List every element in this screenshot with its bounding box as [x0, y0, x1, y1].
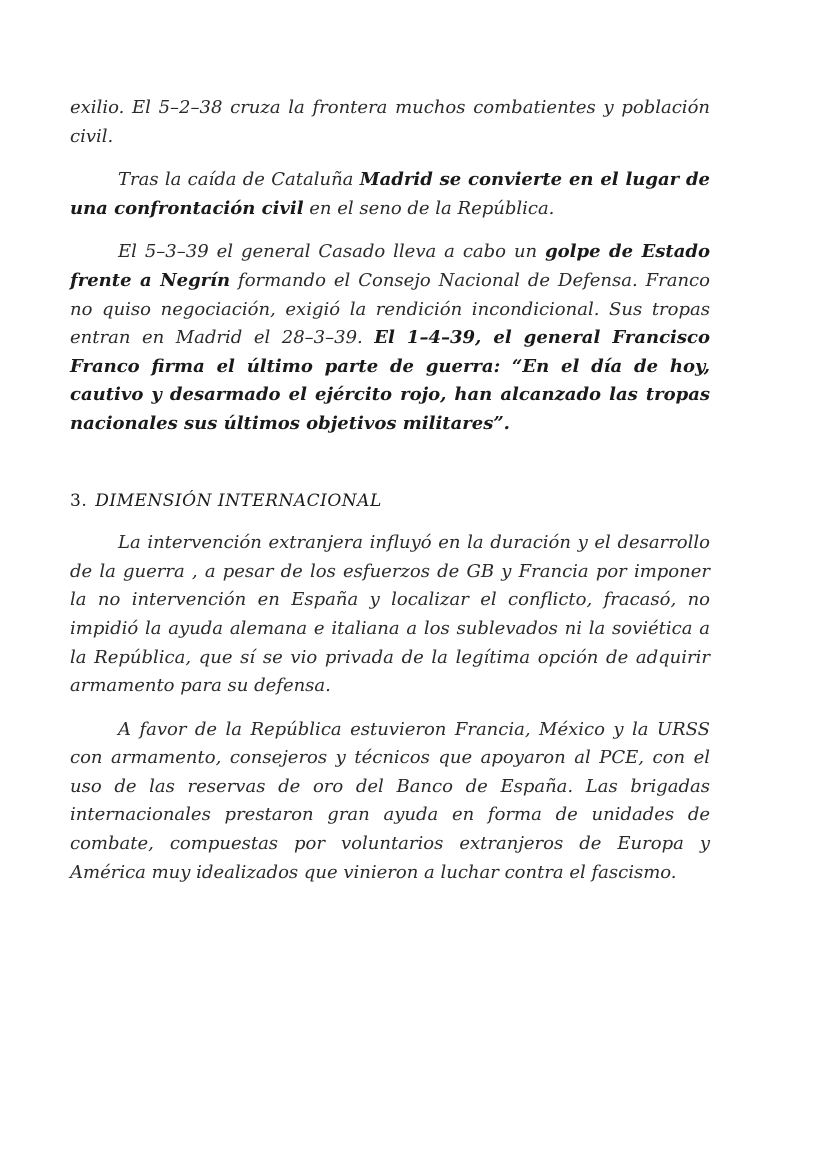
- text-republic-allies: A favor de la República estuvieron Francia, México y la URSS con armamento, consejeros y técnicos que apoyaron al PCE, con el uso de las reservas de oro del Banco de España. Las brigadas internacionales prestaron gran ayuda en forma de unidades de combate, compuestas por voluntarios extranjeros de Europa y América muy idealizados que vinieron a luchar contra el fascismo.: [70, 718, 710, 883]
- section-title: DIMENSIÓN INTERNACIONAL: [95, 490, 382, 511]
- paragraph-foreign-intervention: [70, 529, 710, 701]
- section-heading-international: [70, 487, 710, 516]
- bold-last-war-report: El 1–4–39, el general Francisco Franco firma el último parte de guerra: “En el día de hoy, cautivo y desarmado el ejército rojo, han alcanzado las tropas nacionales sus últimos objetivos militares”.: [70, 327, 710, 434]
- bold-madrid-confrontation: Madrid se convierte en el lugar de una confrontación civil: [70, 169, 710, 219]
- text-defense-council: formando el Consejo Nacional de Defensa. Franco no quiso negociación, exigió la rendición incondicional. Sus tropas entran en Madrid el 28–3–39.: [70, 269, 710, 349]
- paragraph-republic-allies: [70, 716, 710, 888]
- text-foreign-intervention: La intervención extranjera influyó en la duración y el desarrollo de la guerra , a pesar de los esfuerzos de GB y Francia por imponer la no intervención en España y localizar el conflicto, fracasó, no impidió la ayuda alemana e italiana a los sublevados ni la soviética a la República, que sí se vio privada de la legítima opción de adquirir armamento para su defensa.: [70, 532, 710, 697]
- paragraph-exile: [70, 94, 710, 151]
- text-casado: El 5–3–39 el general Casado lleva a cabo un: [118, 241, 546, 263]
- text-republic: en el seno de la República.: [303, 197, 555, 219]
- bold-coup-negrin: golpe de Estado frente a Negrín: [70, 241, 710, 291]
- text-catalonia: Tras la caída de Cataluña: [118, 169, 360, 191]
- text-exile: exilio. El 5–2–38 cruza la frontera muchos combatientes y población civil.: [70, 97, 710, 147]
- document-page: [70, 94, 710, 887]
- paragraph-madrid: [70, 166, 710, 223]
- paragraph-casado-coup: [70, 238, 710, 438]
- section-number: 3.: [70, 490, 88, 511]
